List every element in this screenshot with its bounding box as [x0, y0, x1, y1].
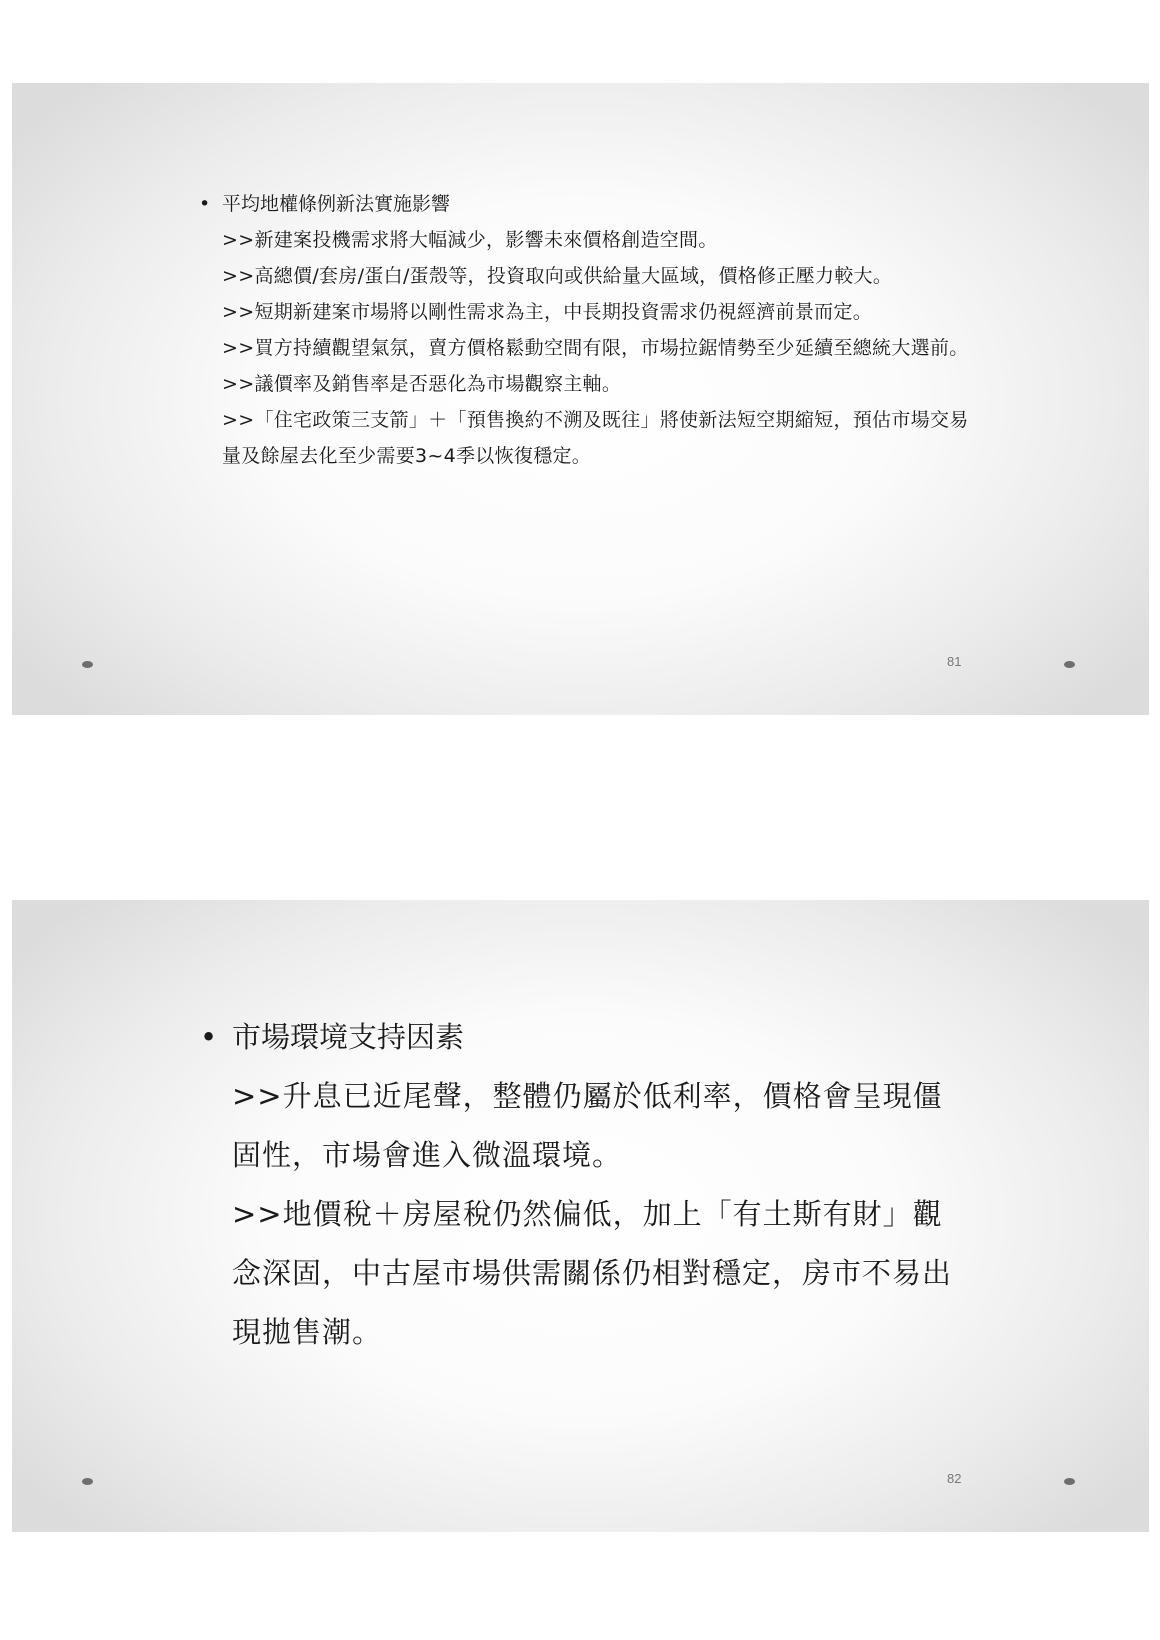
- page-number: 82: [947, 1471, 962, 1486]
- point-item: >>地價稅＋房屋稅仍然偏低，加上「有土斯有財」觀念深固，中古屋市場供需關係仍相對穩定，房市不易出現拋售潮。: [232, 1197, 953, 1349]
- point-item: >>短期新建案市場將以剛性需求為主，中長期投資需求仍視經濟前景而定。: [222, 301, 873, 323]
- heading-text: 市場環境支持因素: [232, 1020, 465, 1054]
- bullet-heading: [200, 1008, 960, 1067]
- point-item: >>議價率及銷售率是否惡化為市場觀察主軸。: [222, 373, 622, 395]
- slide-82: [12, 900, 1149, 1532]
- decorative-dot-icon: [82, 661, 93, 668]
- decorative-dot-icon: [82, 1478, 93, 1485]
- slide-content: [199, 186, 979, 474]
- slide-content: [200, 1008, 960, 1362]
- bullet-heading: [199, 186, 979, 222]
- decorative-dot-icon: [1064, 661, 1075, 668]
- heading-text: 平均地權條例新法實施影響: [222, 193, 451, 215]
- point-item: >>買方持續觀望氣氛，賣方價格鬆動空間有限，市場拉鋸情勢至少延續至總統大選前。: [222, 337, 969, 359]
- page-number: 81: [947, 654, 962, 669]
- point-item: >>升息已近尾聲，整體仍屬於低利率，價格會呈現僵固性，市場會進入微溫環境。: [232, 1079, 943, 1172]
- point-item: >>「住宅政策三支箭」＋「預售換約不溯及既往」將使新法短空期縮短，預估市場交易量及餘屋去化至少需要3~4季以恢復穩定。: [222, 409, 969, 467]
- decorative-dot-icon: [1064, 1478, 1075, 1485]
- point-item: >>新建案投機需求將大幅減少，影響未來價格創造空間。: [222, 229, 718, 251]
- slide-81: [12, 83, 1149, 715]
- bullet-dot-icon: •: [200, 1020, 218, 1054]
- point-list: [200, 1067, 960, 1362]
- point-item: >>高總價/套房/蛋白/蛋殼等，投資取向或供給量大區域，價格修正壓力較大。: [222, 265, 893, 287]
- bullet-dot-icon: •: [199, 193, 211, 215]
- point-list: [199, 222, 979, 474]
